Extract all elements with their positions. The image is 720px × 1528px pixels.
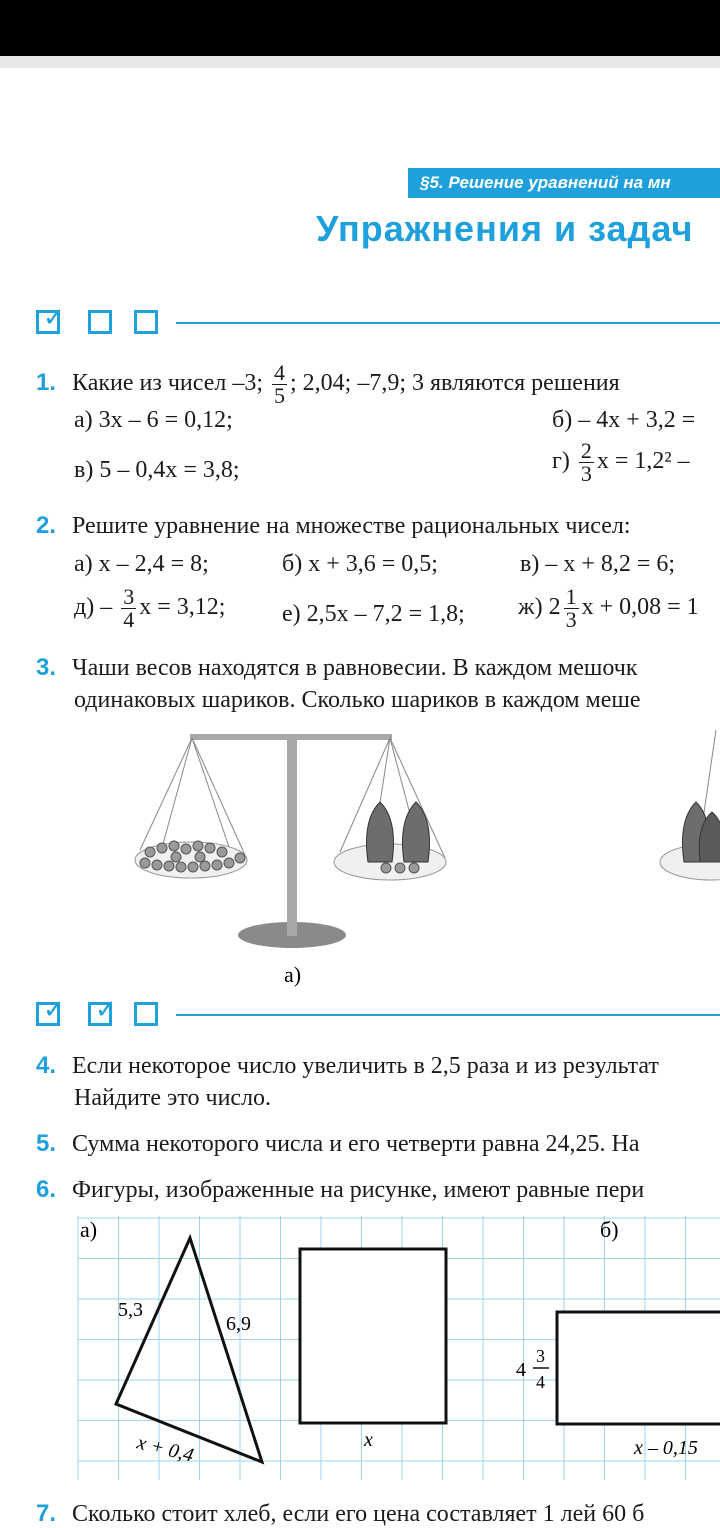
problem-number: 7. (36, 1500, 57, 1527)
problem-number: 5. (36, 1130, 57, 1157)
balls-right (381, 863, 419, 873)
scale-beam (190, 734, 392, 740)
problem-1-item-v: в) 5 – 0,4x = 3,8; (74, 457, 240, 483)
rect-height-whole: 4 (516, 1359, 526, 1381)
problem-1-item-a: а) 3x – 6 = 0,12; (74, 407, 233, 433)
rect-width-label: x – 0,15 (634, 1437, 698, 1459)
fraction-numerator: 3 (123, 584, 135, 609)
difficulty-marker-level-1 (36, 302, 720, 342)
checked-box-icon: ✓ (36, 1002, 60, 1026)
page-heading: Упражнения и задач (316, 208, 694, 249)
problem-5-statement (36, 1130, 639, 1158)
fraction (121, 586, 136, 631)
section-label: §5. Решение уравнений на мн (408, 168, 720, 198)
fraction-denominator: 3 (580, 461, 592, 486)
fraction (579, 440, 594, 485)
problem-3-statement-line2: одинаковых шариков. Сколько шариков в каждом меше (74, 687, 641, 713)
item-prefix: ж) 2 (518, 594, 561, 621)
problem-2-item-v: в) – x + 8,2 = 6; (520, 551, 676, 577)
item-text: x = 1,2² – (596, 448, 690, 475)
item-prefix: г) (552, 448, 576, 475)
divider-line (176, 322, 720, 324)
problem-2-item-e: е) 2,5x – 7,2 = 1,8; (282, 601, 465, 627)
problem-7-statement (36, 1500, 644, 1528)
problem-number: 1. (36, 369, 57, 397)
problem-number: 2. (36, 512, 57, 539)
fraction (564, 586, 579, 631)
problem-number: 4. (36, 1052, 57, 1079)
figure-label-b: б) (600, 1217, 619, 1242)
fraction-denominator: 5 (274, 383, 285, 408)
problem-4-statement-line2: Найдите это число. (74, 1085, 272, 1111)
problem-2-item-b: б) x + 3,6 = 0,5; (282, 551, 438, 577)
figure-label-a: а) (284, 962, 302, 987)
problem-text: ; 2,04; –7,9; 3 являются решения (290, 370, 620, 397)
triangle-side-label: 5,3 (118, 1299, 143, 1321)
square (300, 1249, 446, 1423)
scale-pole (287, 738, 297, 936)
fraction-numerator: 1 (565, 584, 577, 609)
problem-text: Сумма некоторого числа и его четверти равна 24,25. На (72, 1131, 640, 1157)
rect-height-denominator: 4 (536, 1372, 545, 1392)
fraction-numerator: 4 (274, 360, 285, 385)
triangle-side-label: 6,9 (226, 1313, 251, 1335)
square-side-label: x (364, 1429, 373, 1451)
top-grey-strip (0, 56, 720, 68)
fraction-denominator: 3 (565, 607, 577, 632)
bag-icon (367, 802, 394, 862)
figure-label-a: а) (80, 1217, 98, 1242)
problem-text: Решите уравнение на множестве рациональных чисел: (72, 513, 631, 539)
problem-number: 3. (36, 654, 57, 681)
balance-scales-figure (0, 720, 720, 990)
checked-box-icon: ✓ (88, 1002, 112, 1026)
geometry-figure (0, 1212, 720, 1484)
rect-height-numerator: 3 (536, 1346, 545, 1366)
problem-2-item-a: а) x – 2,4 = 8; (74, 551, 209, 577)
problem-3-statement (36, 654, 637, 682)
item-text: x = 3,12; (139, 594, 226, 621)
problem-text: Сколько стоит хлеб, если его цена составляет 1 лей 60 б (72, 1501, 645, 1527)
problem-2-statement (36, 512, 631, 540)
problem-2-item-d (74, 586, 225, 631)
fraction (272, 362, 287, 407)
problem-text: Фигуры, изображенные на рисунке, имеют равные пери (72, 1177, 645, 1203)
top-black-bar (0, 0, 720, 56)
divider-line (176, 1014, 720, 1016)
problem-6-statement (36, 1176, 644, 1204)
strings-left (140, 738, 245, 855)
empty-box-icon (134, 310, 158, 334)
item-text: x + 0,08 = 1 (581, 594, 699, 621)
empty-box-icon (134, 1002, 158, 1026)
fraction-numerator: 2 (580, 438, 592, 463)
checked-box-icon: ✓ (36, 310, 60, 334)
problem-1-statement (36, 362, 620, 407)
bag-icon (403, 802, 430, 862)
problem-4-statement (36, 1052, 659, 1080)
problem-text: Какие из чисел –3; (72, 370, 269, 397)
problem-1-item-g (552, 440, 690, 485)
empty-box-icon (88, 310, 112, 334)
difficulty-marker-level-2 (36, 994, 720, 1034)
fraction-denominator: 4 (123, 607, 135, 632)
item-prefix: д) – (74, 594, 119, 621)
problem-text: Если некоторое число увеличить в 2,5 раза и из результат (72, 1053, 659, 1079)
rectangle (557, 1312, 720, 1424)
problem-1-item-b: б) – 4x + 3,2 = (552, 407, 696, 433)
triangle-side-label: x + 0,4 (134, 1431, 196, 1467)
problem-2-item-zh (518, 586, 699, 631)
problem-text: Чаши весов находятся в равновесии. В каждом мешочк (72, 655, 638, 681)
problem-number: 6. (36, 1176, 57, 1203)
